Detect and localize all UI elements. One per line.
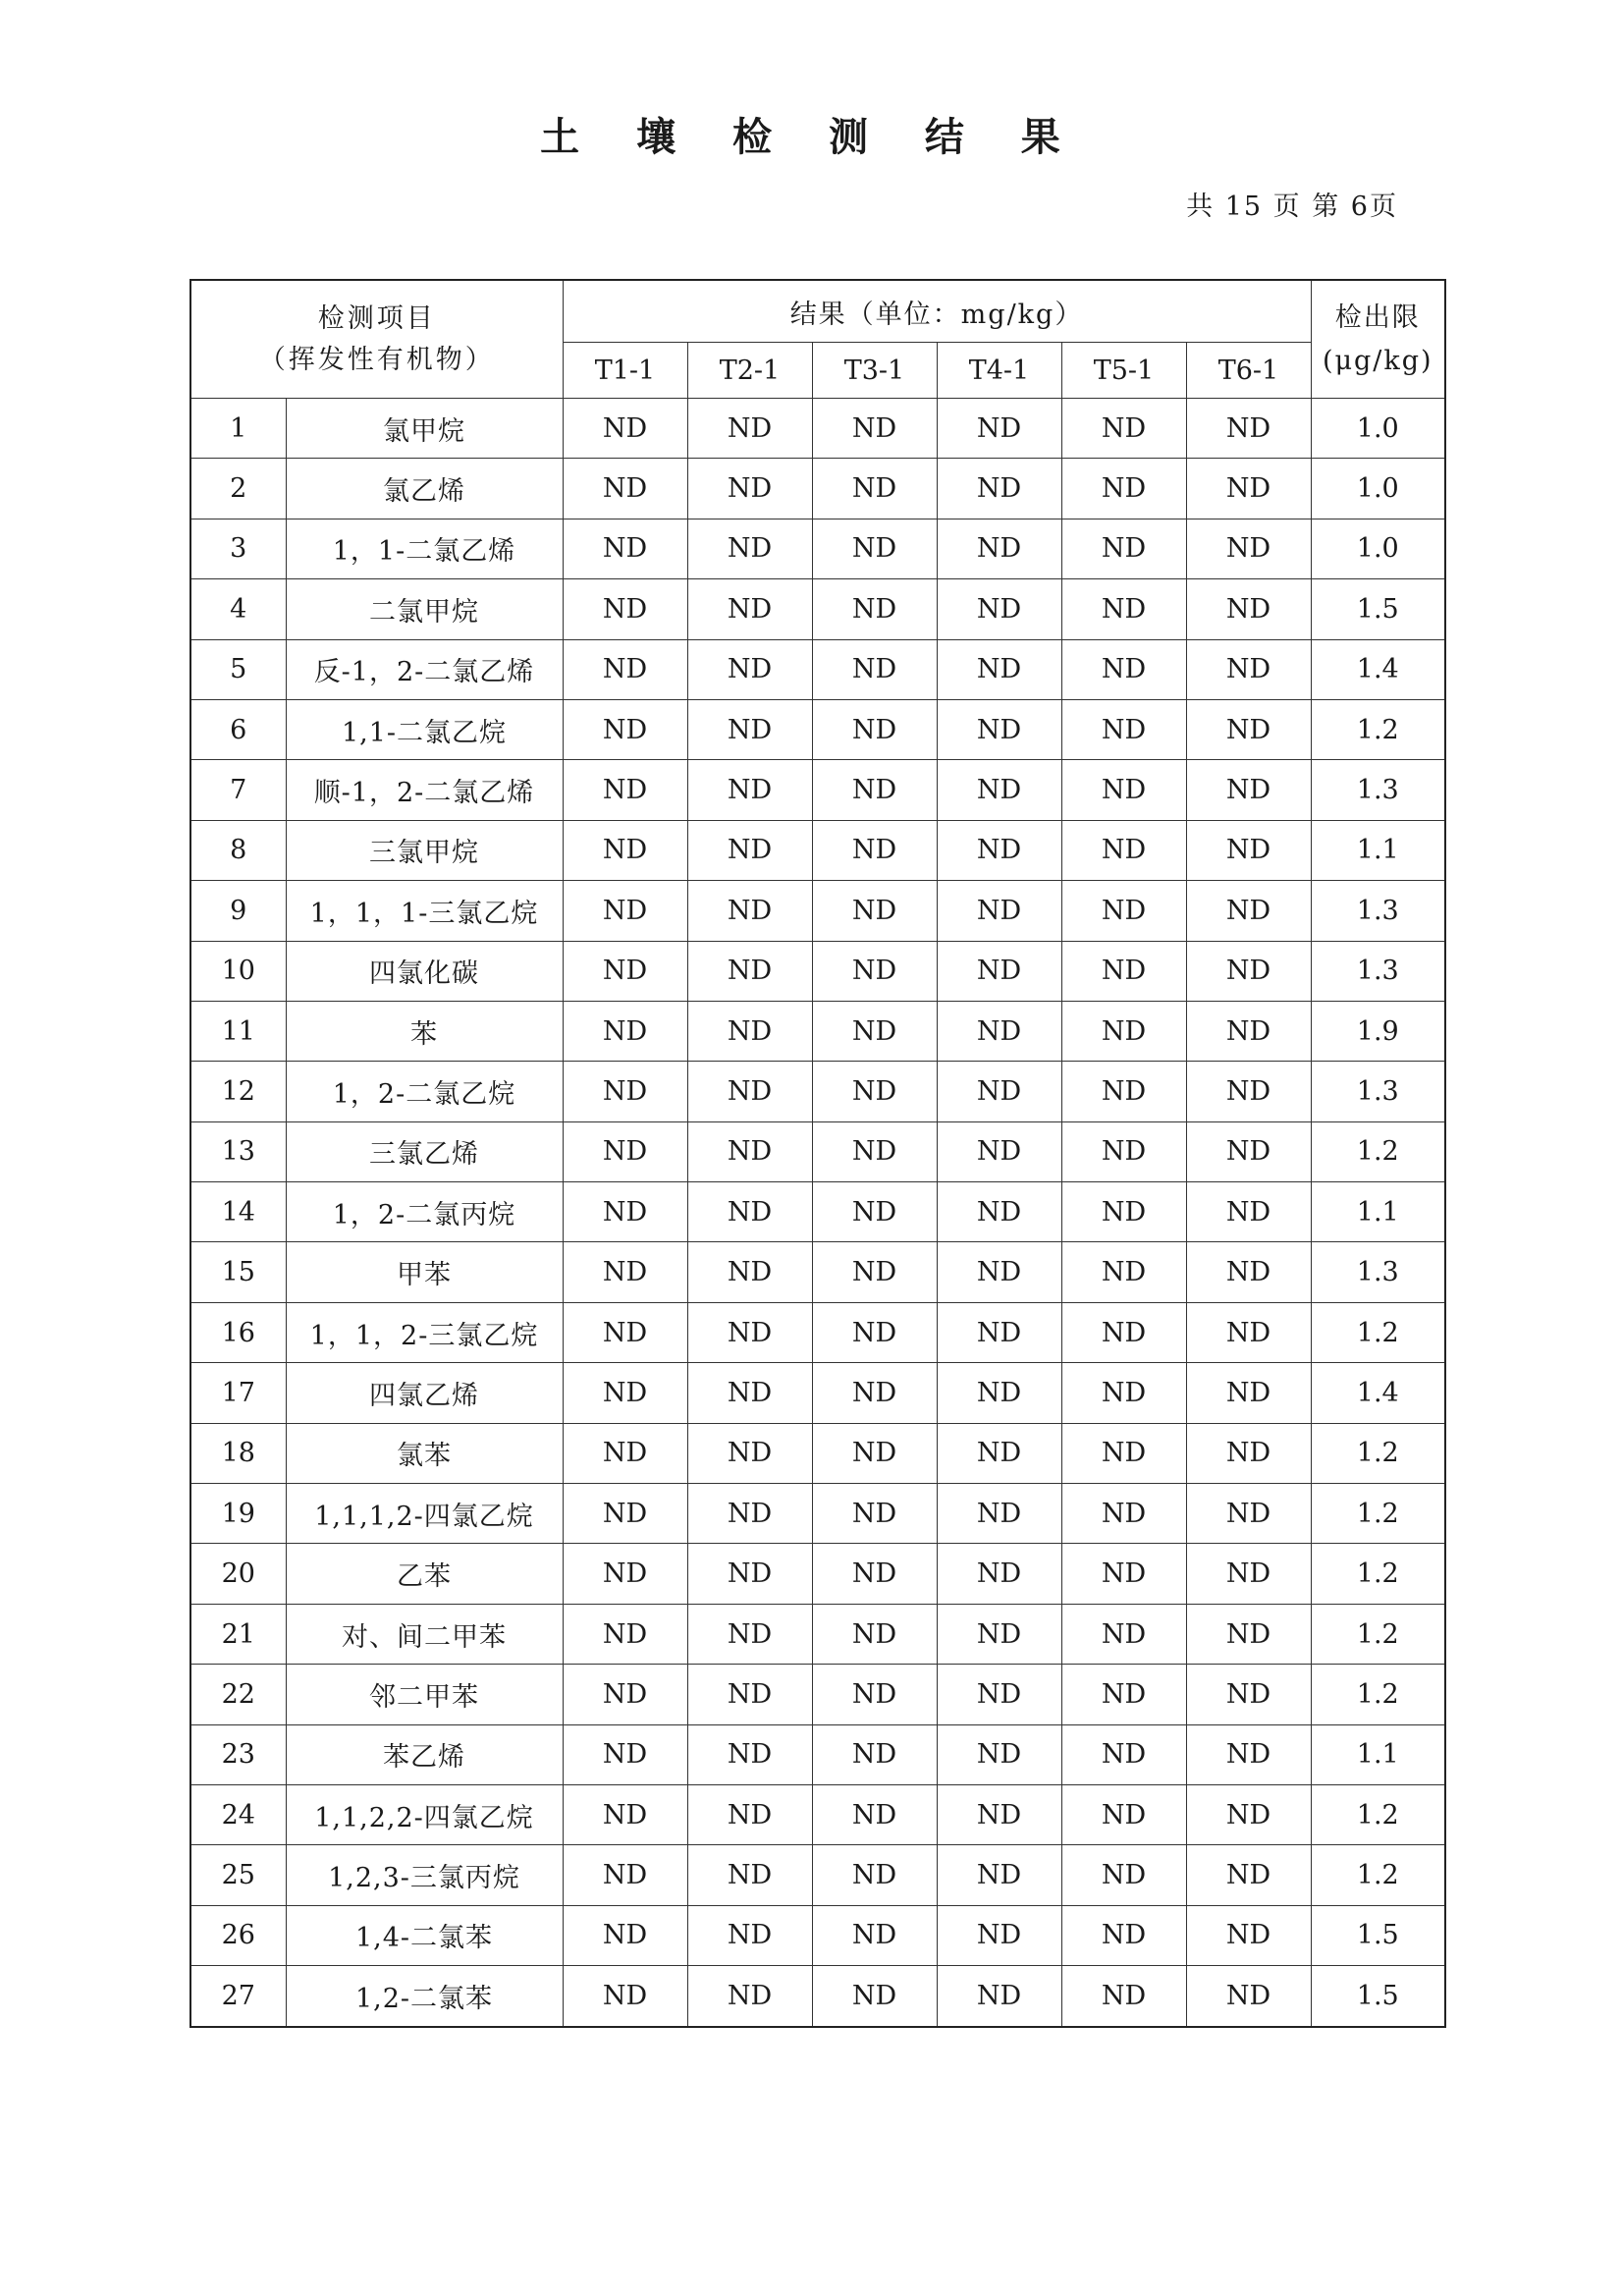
result-cell-t6: ND <box>1186 820 1311 880</box>
row-number: 11 <box>190 1001 286 1061</box>
detection-limit: 1.4 <box>1311 1363 1445 1423</box>
header-limit-line2: (μg/kg) <box>1322 345 1433 376</box>
result-cell-t4: ND <box>937 1845 1061 1905</box>
compound-name: 1,4-二氯苯 <box>286 1905 563 1965</box>
result-cell-t1: ND <box>563 1784 687 1844</box>
table-row <box>190 699 1445 759</box>
result-cell-t3: ND <box>812 699 937 759</box>
result-cell-t4: ND <box>937 1242 1061 1302</box>
table-row <box>190 941 1445 1001</box>
result-cell-t3: ND <box>812 881 937 941</box>
compound-name: 四氯乙烯 <box>286 1363 563 1423</box>
result-cell-t2: ND <box>687 1604 812 1664</box>
result-cell-t1: ND <box>563 1121 687 1181</box>
result-cell-t1: ND <box>563 1242 687 1302</box>
detection-limit: 1.5 <box>1311 1966 1445 2027</box>
header-sample-t2: T2-1 <box>687 343 812 399</box>
result-cell-t6: ND <box>1186 760 1311 820</box>
row-number: 3 <box>190 519 286 578</box>
row-number: 4 <box>190 579 286 639</box>
result-cell-t1: ND <box>563 1724 687 1784</box>
result-cell-t3: ND <box>812 1665 937 1724</box>
result-cell-t4: ND <box>937 1363 1061 1423</box>
result-cell-t1: ND <box>563 1001 687 1061</box>
result-cell-t6: ND <box>1186 459 1311 519</box>
result-cell-t5: ND <box>1061 1363 1186 1423</box>
result-cell-t4: ND <box>937 399 1061 459</box>
result-cell-t2: ND <box>687 579 812 639</box>
row-number: 26 <box>190 1905 286 1965</box>
result-cell-t6: ND <box>1186 1062 1311 1121</box>
table-row <box>190 579 1445 639</box>
result-cell-t2: ND <box>687 1363 812 1423</box>
result-cell-t2: ND <box>687 1242 812 1302</box>
result-cell-t2: ND <box>687 881 812 941</box>
result-cell-t4: ND <box>937 1182 1061 1242</box>
result-cell-t5: ND <box>1061 1905 1186 1965</box>
detection-limit: 1.3 <box>1311 941 1445 1001</box>
result-cell-t2: ND <box>687 1182 812 1242</box>
result-cell-t3: ND <box>812 399 937 459</box>
result-cell-t5: ND <box>1061 399 1186 459</box>
compound-name: 对、间二甲苯 <box>286 1604 563 1664</box>
table-row <box>190 1062 1445 1121</box>
row-number: 16 <box>190 1302 286 1362</box>
result-cell-t5: ND <box>1061 1182 1186 1242</box>
result-cell-t5: ND <box>1061 1423 1186 1483</box>
result-cell-t3: ND <box>812 519 937 578</box>
results-table <box>189 279 1446 2028</box>
result-cell-t3: ND <box>812 1905 937 1965</box>
result-cell-t1: ND <box>563 1363 687 1423</box>
result-cell-t1: ND <box>563 820 687 880</box>
result-cell-t6: ND <box>1186 1604 1311 1664</box>
result-cell-t3: ND <box>812 579 937 639</box>
detection-limit: 1.2 <box>1311 1423 1445 1483</box>
result-cell-t5: ND <box>1061 1121 1186 1181</box>
row-number: 15 <box>190 1242 286 1302</box>
result-cell-t1: ND <box>563 1484 687 1544</box>
result-cell-t4: ND <box>937 1302 1061 1362</box>
result-cell-t2: ND <box>687 1484 812 1544</box>
result-cell-t2: ND <box>687 1121 812 1181</box>
header-sample-t4: T4-1 <box>937 343 1061 399</box>
header-test-item-line2: （挥发性有机物） <box>258 344 495 375</box>
result-cell-t1: ND <box>563 579 687 639</box>
compound-name: 苯 <box>286 1001 563 1061</box>
result-cell-t2: ND <box>687 699 812 759</box>
result-cell-t2: ND <box>687 1544 812 1604</box>
compound-name: 乙苯 <box>286 1544 563 1604</box>
detection-limit: 1.4 <box>1311 639 1445 699</box>
table-row <box>190 459 1445 519</box>
row-number: 24 <box>190 1784 286 1844</box>
detection-limit: 1.0 <box>1311 519 1445 578</box>
row-number: 12 <box>190 1062 286 1121</box>
result-cell-t6: ND <box>1186 579 1311 639</box>
result-cell-t1: ND <box>563 399 687 459</box>
table-row <box>190 760 1445 820</box>
result-cell-t1: ND <box>563 1966 687 2027</box>
result-cell-t2: ND <box>687 639 812 699</box>
result-cell-t5: ND <box>1061 1302 1186 1362</box>
row-number: 23 <box>190 1724 286 1784</box>
table-row <box>190 399 1445 459</box>
result-cell-t2: ND <box>687 820 812 880</box>
compound-name: 1，1-二氯乙烯 <box>286 519 563 578</box>
result-cell-t5: ND <box>1061 1784 1186 1844</box>
result-cell-t5: ND <box>1061 519 1186 578</box>
detection-limit: 1.3 <box>1311 1062 1445 1121</box>
row-number: 1 <box>190 399 286 459</box>
result-cell-t3: ND <box>812 1845 937 1905</box>
result-cell-t1: ND <box>563 1604 687 1664</box>
result-cell-t6: ND <box>1186 1845 1311 1905</box>
result-cell-t3: ND <box>812 1242 937 1302</box>
result-cell-t3: ND <box>812 941 937 1001</box>
result-cell-t2: ND <box>687 459 812 519</box>
detection-limit: 1.1 <box>1311 820 1445 880</box>
result-cell-t6: ND <box>1186 1001 1311 1061</box>
result-cell-t5: ND <box>1061 941 1186 1001</box>
compound-name: 氯乙烯 <box>286 459 563 519</box>
compound-name: 1，1，2-三氯乙烷 <box>286 1302 563 1362</box>
result-cell-t3: ND <box>812 1604 937 1664</box>
result-cell-t3: ND <box>812 1302 937 1362</box>
result-cell-t1: ND <box>563 881 687 941</box>
header-sample-t3: T3-1 <box>812 343 937 399</box>
table-row <box>190 1784 1445 1844</box>
result-cell-t2: ND <box>687 1724 812 1784</box>
row-number: 27 <box>190 1966 286 2027</box>
row-number: 2 <box>190 459 286 519</box>
row-number: 25 <box>190 1845 286 1905</box>
result-cell-t6: ND <box>1186 639 1311 699</box>
result-cell-t5: ND <box>1061 760 1186 820</box>
header-test-item <box>190 280 563 399</box>
row-number: 20 <box>190 1544 286 1604</box>
detection-limit: 1.5 <box>1311 1905 1445 1965</box>
result-cell-t6: ND <box>1186 399 1311 459</box>
result-cell-t4: ND <box>937 1544 1061 1604</box>
result-cell-t3: ND <box>812 1423 937 1483</box>
result-cell-t2: ND <box>687 1062 812 1121</box>
detection-limit: 1.2 <box>1311 1665 1445 1724</box>
row-number: 17 <box>190 1363 286 1423</box>
compound-name: 1,1,1,2-四氯乙烷 <box>286 1484 563 1544</box>
result-cell-t6: ND <box>1186 1484 1311 1544</box>
header-result-unit: 结果（单位：mg/kg） <box>563 280 1311 343</box>
compound-name: 邻二甲苯 <box>286 1665 563 1724</box>
row-number: 10 <box>190 941 286 1001</box>
table-row <box>190 639 1445 699</box>
result-cell-t5: ND <box>1061 699 1186 759</box>
result-cell-t6: ND <box>1186 699 1311 759</box>
result-cell-t1: ND <box>563 699 687 759</box>
result-cell-t4: ND <box>937 941 1061 1001</box>
result-cell-t4: ND <box>937 881 1061 941</box>
row-number: 6 <box>190 699 286 759</box>
compound-name: 氯苯 <box>286 1423 563 1483</box>
row-number: 7 <box>190 760 286 820</box>
detection-limit: 1.2 <box>1311 699 1445 759</box>
compound-name: 顺-1，2-二氯乙烯 <box>286 760 563 820</box>
result-cell-t3: ND <box>812 1724 937 1784</box>
detection-limit: 1.2 <box>1311 1484 1445 1544</box>
header-limit-line1: 检出限 <box>1334 301 1421 333</box>
detection-limit: 1.3 <box>1311 1242 1445 1302</box>
row-number: 21 <box>190 1604 286 1664</box>
result-cell-t1: ND <box>563 1182 687 1242</box>
result-cell-t6: ND <box>1186 1905 1311 1965</box>
result-cell-t3: ND <box>812 1062 937 1121</box>
result-cell-t2: ND <box>687 1905 812 1965</box>
detection-limit: 1.2 <box>1311 1604 1445 1664</box>
result-cell-t4: ND <box>937 1423 1061 1483</box>
result-cell-t2: ND <box>687 1845 812 1905</box>
result-cell-t5: ND <box>1061 881 1186 941</box>
result-cell-t1: ND <box>563 1665 687 1724</box>
detection-limit: 1.3 <box>1311 881 1445 941</box>
compound-name: 1,2,3-三氯丙烷 <box>286 1845 563 1905</box>
page-number: 共 15 页 第 6页 <box>1186 191 1398 222</box>
result-cell-t2: ND <box>687 1302 812 1362</box>
page-title: 土 壤 检 测 结 果 <box>540 114 1082 160</box>
header-row-1 <box>190 280 1445 343</box>
compound-name: 甲苯 <box>286 1242 563 1302</box>
compound-name: 1,1,2,2-四氯乙烷 <box>286 1784 563 1844</box>
result-cell-t1: ND <box>563 1062 687 1121</box>
result-cell-t3: ND <box>812 1784 937 1844</box>
result-cell-t2: ND <box>687 1001 812 1061</box>
result-cell-t4: ND <box>937 760 1061 820</box>
result-cell-t2: ND <box>687 519 812 578</box>
result-cell-t3: ND <box>812 1121 937 1181</box>
result-cell-t2: ND <box>687 1665 812 1724</box>
result-cell-t5: ND <box>1061 1604 1186 1664</box>
result-cell-t4: ND <box>937 820 1061 880</box>
result-cell-t6: ND <box>1186 1121 1311 1181</box>
result-cell-t3: ND <box>812 760 937 820</box>
result-cell-t3: ND <box>812 1363 937 1423</box>
result-cell-t1: ND <box>563 459 687 519</box>
result-cell-t5: ND <box>1061 1242 1186 1302</box>
table-row <box>190 1182 1445 1242</box>
compound-name: 三氯乙烯 <box>286 1121 563 1181</box>
result-cell-t6: ND <box>1186 1363 1311 1423</box>
result-cell-t3: ND <box>812 639 937 699</box>
result-cell-t2: ND <box>687 399 812 459</box>
result-cell-t4: ND <box>937 1665 1061 1724</box>
result-cell-t4: ND <box>937 1724 1061 1784</box>
result-cell-t4: ND <box>937 1784 1061 1844</box>
table-row <box>190 1544 1445 1604</box>
result-cell-t4: ND <box>937 519 1061 578</box>
result-cell-t6: ND <box>1186 1302 1311 1362</box>
compound-name: 四氯化碳 <box>286 941 563 1001</box>
row-number: 9 <box>190 881 286 941</box>
result-cell-t6: ND <box>1186 1724 1311 1784</box>
result-cell-t4: ND <box>937 1966 1061 2027</box>
result-cell-t3: ND <box>812 1484 937 1544</box>
detection-limit: 1.3 <box>1311 760 1445 820</box>
result-cell-t3: ND <box>812 1182 937 1242</box>
row-number: 18 <box>190 1423 286 1483</box>
table-row <box>190 1242 1445 1302</box>
result-cell-t1: ND <box>563 1845 687 1905</box>
table-row <box>190 1001 1445 1061</box>
compound-name: 1，2-二氯乙烷 <box>286 1062 563 1121</box>
result-cell-t4: ND <box>937 1484 1061 1544</box>
header-sample-t5: T5-1 <box>1061 343 1186 399</box>
table-row <box>190 1966 1445 2027</box>
table-row <box>190 881 1445 941</box>
result-cell-t6: ND <box>1186 1966 1311 2027</box>
compound-name: 苯乙烯 <box>286 1724 563 1784</box>
table-row <box>190 1665 1445 1724</box>
result-cell-t1: ND <box>563 519 687 578</box>
result-cell-t1: ND <box>563 1423 687 1483</box>
row-number: 14 <box>190 1182 286 1242</box>
compound-name: 三氯甲烷 <box>286 820 563 880</box>
result-cell-t5: ND <box>1061 459 1186 519</box>
result-cell-t3: ND <box>812 1544 937 1604</box>
result-cell-t3: ND <box>812 1001 937 1061</box>
result-cell-t5: ND <box>1061 1845 1186 1905</box>
result-cell-t5: ND <box>1061 1665 1186 1724</box>
detection-limit: 1.2 <box>1311 1121 1445 1181</box>
result-cell-t1: ND <box>563 760 687 820</box>
table-row <box>190 1604 1445 1664</box>
result-cell-t5: ND <box>1061 1966 1186 2027</box>
result-cell-t2: ND <box>687 760 812 820</box>
result-cell-t4: ND <box>937 1062 1061 1121</box>
result-cell-t3: ND <box>812 820 937 880</box>
table-row <box>190 1302 1445 1362</box>
compound-name: 1,2-二氯苯 <box>286 1966 563 2027</box>
result-cell-t1: ND <box>563 639 687 699</box>
table-row <box>190 1484 1445 1544</box>
table-row <box>190 1363 1445 1423</box>
row-number: 19 <box>190 1484 286 1544</box>
result-cell-t6: ND <box>1186 519 1311 578</box>
result-cell-t3: ND <box>812 1966 937 2027</box>
result-cell-t4: ND <box>937 1121 1061 1181</box>
result-cell-t5: ND <box>1061 1001 1186 1061</box>
compound-name: 氯甲烷 <box>286 399 563 459</box>
result-cell-t6: ND <box>1186 1784 1311 1844</box>
detection-limit: 1.2 <box>1311 1784 1445 1844</box>
row-number: 8 <box>190 820 286 880</box>
detection-limit: 1.5 <box>1311 579 1445 639</box>
compound-name: 1，2-二氯丙烷 <box>286 1182 563 1242</box>
result-cell-t4: ND <box>937 579 1061 639</box>
header-sample-t6: T6-1 <box>1186 343 1311 399</box>
compound-name: 二氯甲烷 <box>286 579 563 639</box>
result-cell-t6: ND <box>1186 1242 1311 1302</box>
result-cell-t4: ND <box>937 699 1061 759</box>
result-cell-t6: ND <box>1186 1182 1311 1242</box>
result-cell-t6: ND <box>1186 881 1311 941</box>
result-cell-t5: ND <box>1061 1544 1186 1604</box>
header-sample-t1: T1-1 <box>563 343 687 399</box>
result-cell-t2: ND <box>687 1784 812 1844</box>
table-row <box>190 1845 1445 1905</box>
result-cell-t6: ND <box>1186 1423 1311 1483</box>
row-number: 13 <box>190 1121 286 1181</box>
result-cell-t2: ND <box>687 941 812 1001</box>
table-row <box>190 1724 1445 1784</box>
result-cell-t5: ND <box>1061 1724 1186 1784</box>
header-detection-limit <box>1311 280 1445 399</box>
detection-limit: 1.2 <box>1311 1302 1445 1362</box>
detection-limit: 1.2 <box>1311 1845 1445 1905</box>
result-cell-t4: ND <box>937 1905 1061 1965</box>
detection-limit: 1.1 <box>1311 1182 1445 1242</box>
detection-limit: 1.0 <box>1311 459 1445 519</box>
compound-name: 1,1-二氯乙烷 <box>286 699 563 759</box>
result-cell-t1: ND <box>563 941 687 1001</box>
table-row <box>190 1905 1445 1965</box>
result-cell-t6: ND <box>1186 941 1311 1001</box>
table-row <box>190 519 1445 578</box>
result-cell-t5: ND <box>1061 1062 1186 1121</box>
result-cell-t4: ND <box>937 459 1061 519</box>
result-cell-t1: ND <box>563 1544 687 1604</box>
result-cell-t5: ND <box>1061 820 1186 880</box>
result-cell-t3: ND <box>812 459 937 519</box>
compound-name: 1，1，1-三氯乙烷 <box>286 881 563 941</box>
result-cell-t5: ND <box>1061 579 1186 639</box>
result-cell-t1: ND <box>563 1302 687 1362</box>
results-body <box>190 399 1445 2027</box>
result-cell-t4: ND <box>937 1604 1061 1664</box>
table-row <box>190 820 1445 880</box>
detection-limit: 1.1 <box>1311 1724 1445 1784</box>
detection-limit: 1.9 <box>1311 1001 1445 1061</box>
compound-name: 反-1，2-二氯乙烯 <box>286 639 563 699</box>
detection-limit: 1.2 <box>1311 1544 1445 1604</box>
result-cell-t4: ND <box>937 639 1061 699</box>
result-cell-t6: ND <box>1186 1665 1311 1724</box>
result-cell-t5: ND <box>1061 639 1186 699</box>
detection-limit: 1.0 <box>1311 399 1445 459</box>
row-number: 22 <box>190 1665 286 1724</box>
table-row <box>190 1423 1445 1483</box>
result-cell-t1: ND <box>563 1905 687 1965</box>
row-number: 5 <box>190 639 286 699</box>
result-cell-t5: ND <box>1061 1484 1186 1544</box>
table-row <box>190 1121 1445 1181</box>
header-test-item-line1: 检测项目 <box>317 302 436 334</box>
result-cell-t2: ND <box>687 1423 812 1483</box>
result-cell-t2: ND <box>687 1966 812 2027</box>
result-cell-t6: ND <box>1186 1544 1311 1604</box>
result-cell-t4: ND <box>937 1001 1061 1061</box>
